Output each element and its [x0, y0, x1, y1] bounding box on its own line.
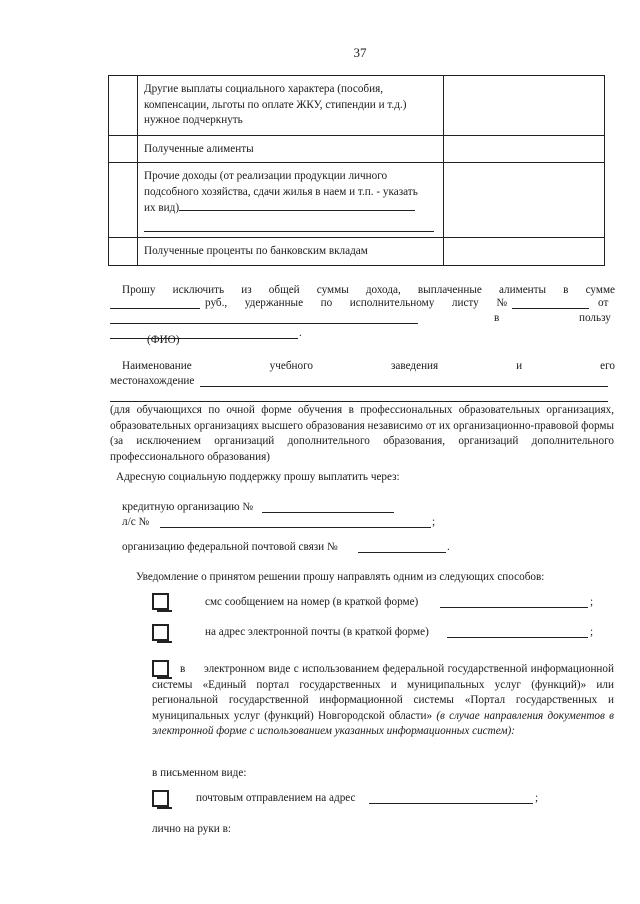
post-org-field[interactable] [358, 552, 446, 553]
row-value-cell[interactable] [444, 136, 605, 163]
email-address-field[interactable] [447, 637, 588, 638]
post-org-label: организацию федеральной почтовой связи № [122, 541, 338, 553]
row-label-cell [138, 238, 444, 266]
row-label-cell [138, 136, 444, 163]
fio-caption: (ФИО) [147, 334, 180, 346]
institution-note: (для обучающихся по очной форме обучения в профессиональных образовательных организациях, образовательных организациях высшего образования независимо от их организационно-правовой формы (за исключением организаций дополнительного образования, организаций дополнительного профессионального образования) [110, 404, 614, 463]
row-text-line: Полученные проценты по банковским вкладам [144, 245, 368, 257]
recipient-name-field[interactable] [110, 338, 298, 339]
row-text-line: Прочие доходы (от реализации продукции личного [144, 170, 388, 182]
row-text-line: Другие выплаты социального характера (пособия, [144, 83, 384, 95]
alimony-line-2: руб., удержанные по исполнительному листу № [205, 297, 507, 309]
alimony-favor-label: пользу [579, 312, 611, 324]
row-label-cell [138, 163, 444, 238]
electronic-note: (в случае направления документов в электронной форме с использованием указанных информационных систем): [152, 709, 614, 737]
paper-label: в письменном виде: [152, 767, 247, 779]
row-marker-cell [109, 136, 138, 163]
income-type-line-2[interactable] [144, 221, 434, 232]
account-field[interactable] [160, 527, 431, 528]
email-label: на адрес электронной почты (в краткой форме) [205, 626, 429, 638]
account-label: л/с № [122, 516, 150, 528]
sms-phone-field[interactable] [440, 607, 588, 608]
sms-label: смс сообщением на номер (в краткой форме) [205, 596, 419, 608]
institution-location-field[interactable] [200, 386, 608, 387]
table-row [109, 238, 605, 266]
table-row [109, 136, 605, 163]
electronic-option [152, 662, 614, 740]
post-period: . [447, 541, 450, 553]
income-type-line[interactable] [179, 200, 415, 211]
row-text-fragment: их вид) [144, 202, 180, 214]
table-row [109, 163, 605, 238]
alimony-amount-field[interactable] [110, 308, 200, 309]
row-text-line: Полученные алименты [144, 143, 254, 155]
electronic-text: электронном виде с использованием федеральной государственной информационной системы «Единый портал государственных и муниципальных услуг (функций)» или региональной государственной информационной системы «Портал государственных и муниципальных услуг (функций) Новгородской области» [152, 663, 614, 722]
postal-address-field[interactable] [369, 803, 533, 804]
row-label-cell [138, 76, 444, 136]
row-text-line: компенсации, льготы по оплате ЖКУ, стипендии и т.д.) [144, 98, 407, 111]
electronic-prefix: в [180, 663, 186, 675]
row-value-cell[interactable] [444, 238, 605, 266]
row-value-cell[interactable] [444, 163, 605, 238]
institution-line-1: Наименование учебного заведения и его [122, 360, 615, 372]
in-person-label: лично на руки в: [152, 823, 231, 835]
postal-label: почтовым отправлением на адрес [196, 792, 356, 804]
sms-semicolon: ; [590, 596, 594, 608]
writ-date-field[interactable] [110, 323, 418, 324]
notification-heading: Уведомление о принятом решении прошу направлять одним из следующих способов: [136, 571, 545, 583]
credit-org-label: кредитную организацию № [122, 501, 254, 513]
row-text-line: подсобного хозяйства, сдачи жилья в наем и т.п. - указать [144, 185, 418, 198]
writ-number-field[interactable] [512, 308, 589, 309]
row-marker-cell [109, 238, 138, 266]
alimony-from-label: от [598, 297, 609, 309]
row-marker-cell [109, 76, 138, 136]
payment-heading: Адресную социальную поддержку прошу выплатить через: [116, 471, 400, 483]
institution-line-2: местонахождение [110, 375, 195, 387]
row-value-cell[interactable] [444, 76, 605, 136]
institution-location-field-2[interactable] [110, 401, 608, 402]
row-text-line: нужное подчеркнуть [144, 114, 243, 126]
table-row [109, 76, 605, 136]
credit-org-field[interactable] [262, 512, 394, 513]
alimony-line-1: Прошу исключить из общей суммы дохода, выплаченные алименты в сумме [122, 284, 615, 296]
period-mark: . [299, 327, 302, 339]
row-marker-cell [109, 163, 138, 238]
account-semicolon: ; [432, 516, 436, 528]
email-semicolon: ; [590, 626, 594, 638]
email-checkbox[interactable] [152, 624, 169, 641]
postal-checkbox[interactable] [152, 790, 169, 807]
page-number: 37 [353, 45, 367, 60]
postal-semicolon: ; [535, 792, 539, 804]
alimony-in-label: в [494, 312, 500, 324]
income-table [108, 75, 605, 266]
row-text-line [144, 200, 443, 217]
sms-checkbox[interactable] [152, 593, 169, 610]
